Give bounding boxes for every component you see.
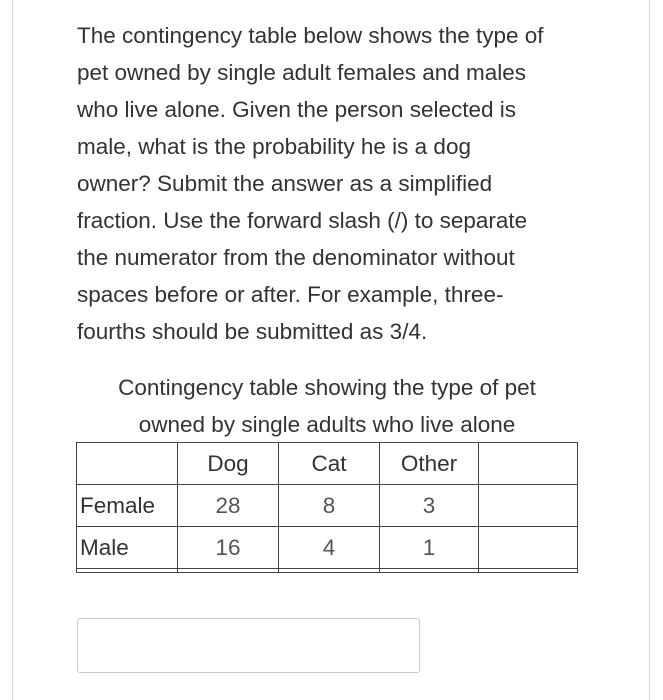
question-line: the numerator from the denominator without <box>77 245 515 270</box>
cell-female-blank <box>479 485 578 527</box>
row-label-male: Male <box>77 527 178 569</box>
question-line: fraction. Use the forward slash (/) to separate <box>77 208 528 233</box>
question-line: owner? Submit the answer as a simplified <box>77 171 493 196</box>
spacer-cell <box>77 569 178 573</box>
table-row-male <box>77 527 578 569</box>
left-panel-border <box>0 0 13 700</box>
question-text <box>77 17 592 350</box>
table-header-row <box>77 443 578 485</box>
question-line: spaces before or after. For example, three- <box>77 282 504 307</box>
cell-male-blank <box>479 527 578 569</box>
cell-male-other: 1 <box>380 527 479 569</box>
contingency-table <box>76 442 578 573</box>
table-caption <box>77 369 577 443</box>
header-cell-cat: Cat <box>279 443 380 485</box>
right-panel-border <box>649 0 663 700</box>
cell-female-other: 3 <box>380 485 479 527</box>
question-line: pet owned by single adult females and males <box>77 60 527 85</box>
header-cell-empty <box>77 443 178 485</box>
caption-line: owned by single adults who live alone <box>138 412 516 437</box>
header-cell-blank <box>479 443 578 485</box>
table-spacer-row <box>77 569 578 573</box>
header-cell-other: Other <box>380 443 479 485</box>
cell-male-cat: 4 <box>279 527 380 569</box>
row-label-female: Female <box>77 485 178 527</box>
cell-male-dog: 16 <box>178 527 279 569</box>
answer-input[interactable] <box>77 618 420 673</box>
spacer-cell <box>178 569 279 573</box>
question-line: male, what is the probability he is a dog <box>77 134 471 159</box>
cell-female-dog: 28 <box>178 485 279 527</box>
question-line: who live alone. Given the person selected is <box>77 97 517 122</box>
question-line: fourths should be submitted as 3/4. <box>77 319 428 344</box>
spacer-cell <box>279 569 380 573</box>
question-line: The contingency table below shows the type of <box>77 23 544 48</box>
spacer-cell <box>479 569 578 573</box>
caption-line: Contingency table showing the type of pet <box>118 375 536 400</box>
header-cell-dog: Dog <box>178 443 279 485</box>
spacer-cell <box>380 569 479 573</box>
table-row-female <box>77 485 578 527</box>
cell-female-cat: 8 <box>279 485 380 527</box>
